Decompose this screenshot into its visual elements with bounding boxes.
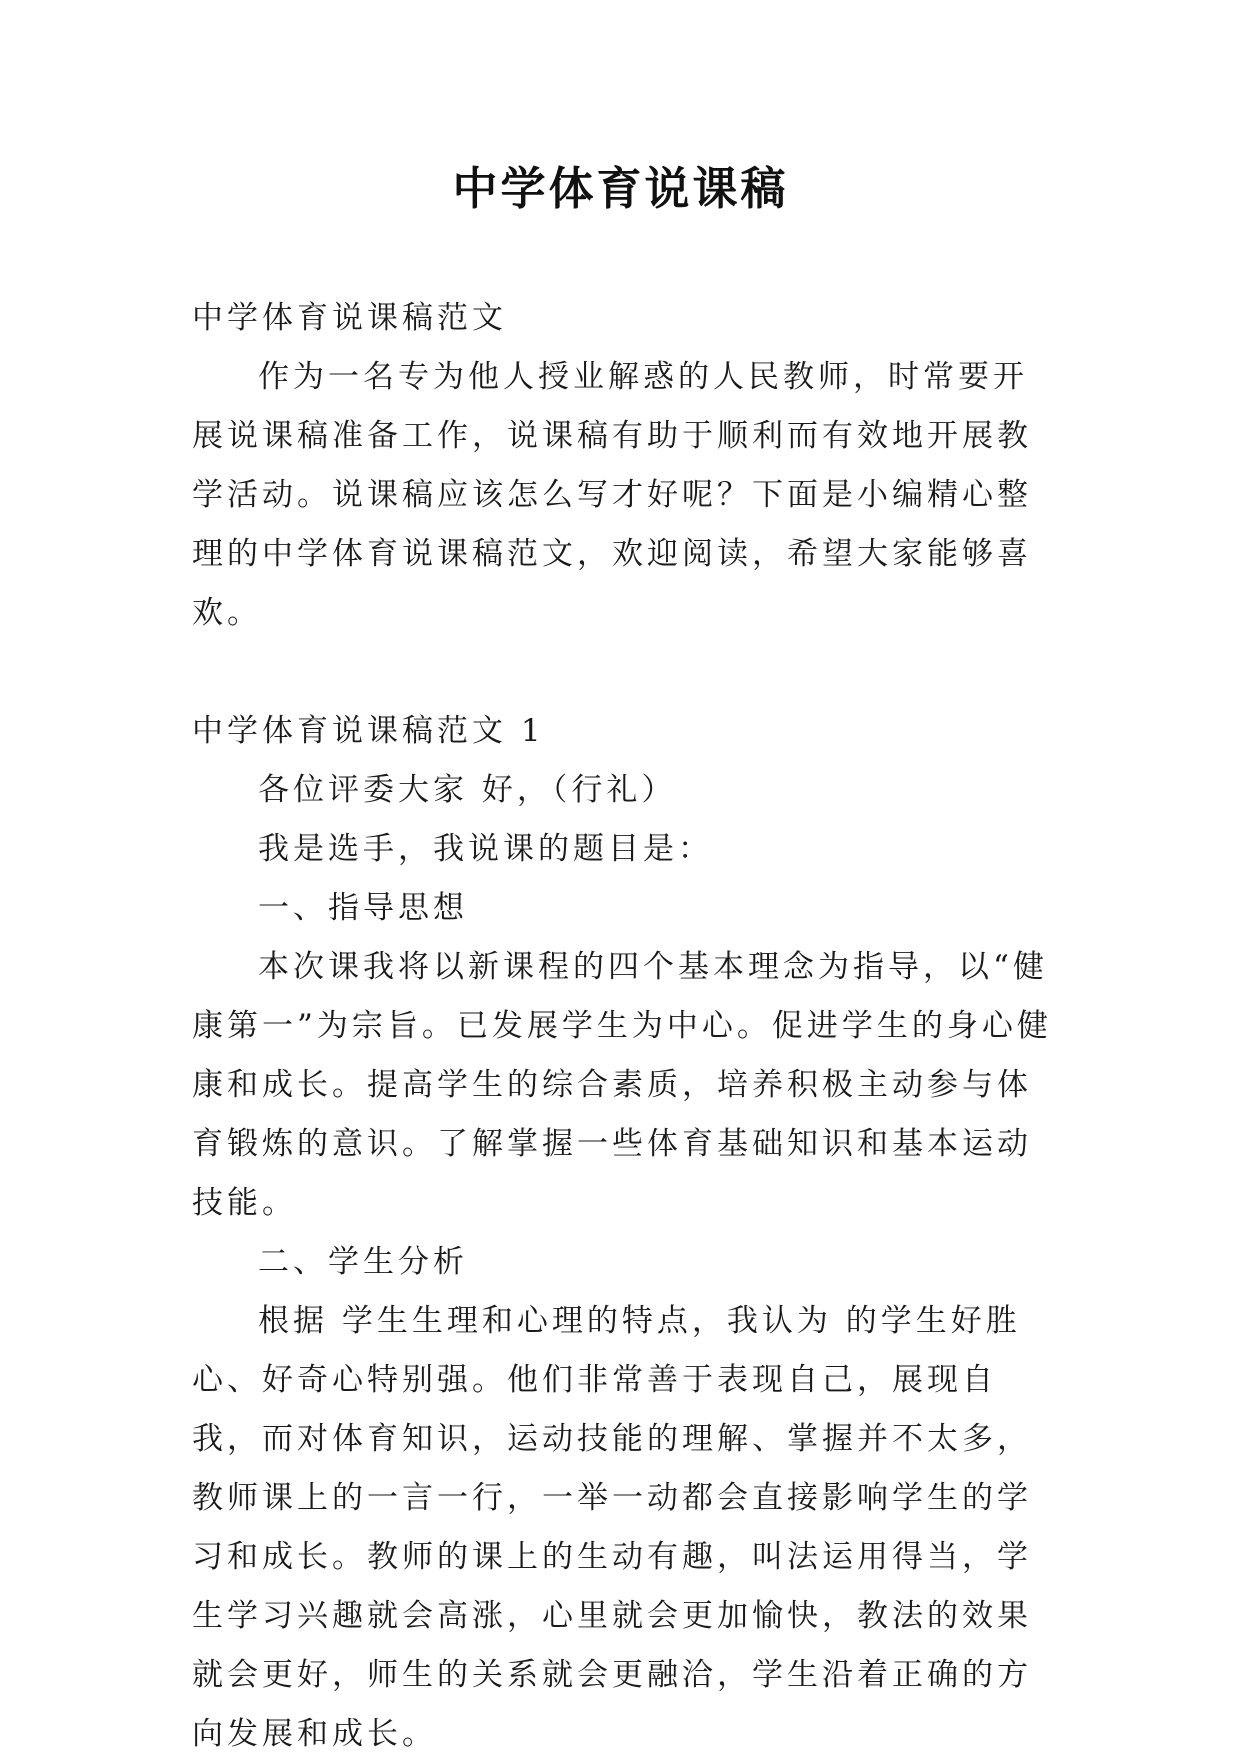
blank-line	[192, 643, 1052, 702]
document-title: 中学体育说课稿	[452, 162, 789, 215]
greeting-paragraph: 各位评委大家 好，（行礼）	[258, 772, 677, 808]
topic-paragraph: 我是选手，我说课的题目是：	[258, 831, 713, 867]
guiding-idea-paragraph: 本次课我将以新课程的四个基本理念为指导，以“健康第一”为宗旨。已发展学生为中心。促进学生的身心健康和成长。提高学生的综合素质，培养积极主动参与体育锻炼的意识。了解掌握一些体育基础知识和基本运动技能。	[192, 949, 1052, 1221]
student-analysis-paragraph: 根据 学生生理和心理的特点，我认为 的学生好胜心、好奇心特别强。他们非常善于表现自己，展现自我，而对体育知识，运动技能的理解、掌握并不太多，教师课上的一言一行，一举一动都会直接影响学生的学习和成长。教师的课上的生动有趣，叫法运用得当，学生学习兴趣就会高涨，心里就会更加愉快，教法的效果就会更好，师生的关系就会更融洽，学生沿着正确的方向发展和成长。	[192, 1303, 1032, 1752]
subtitle-paragraph: 中学体育说课稿范文	[192, 300, 507, 336]
heading-student-analysis: 二、学生分析	[258, 1244, 468, 1280]
intro-paragraph: 作为一名专为他人授业解惑的人民教师，时常要开展说课稿准备工作，说课稿有助于顺利而有效地开展教学活动。说课稿应该怎么写才好呢？下面是小编精心整理的中学体育说课稿范文，欢迎阅读，希望大家能够喜欢。	[192, 359, 1032, 631]
document-body	[192, 289, 1052, 1764]
heading-guiding-idea: 一、指导思想	[258, 890, 468, 926]
section-heading: 中学体育说课稿范文 1	[192, 713, 545, 749]
